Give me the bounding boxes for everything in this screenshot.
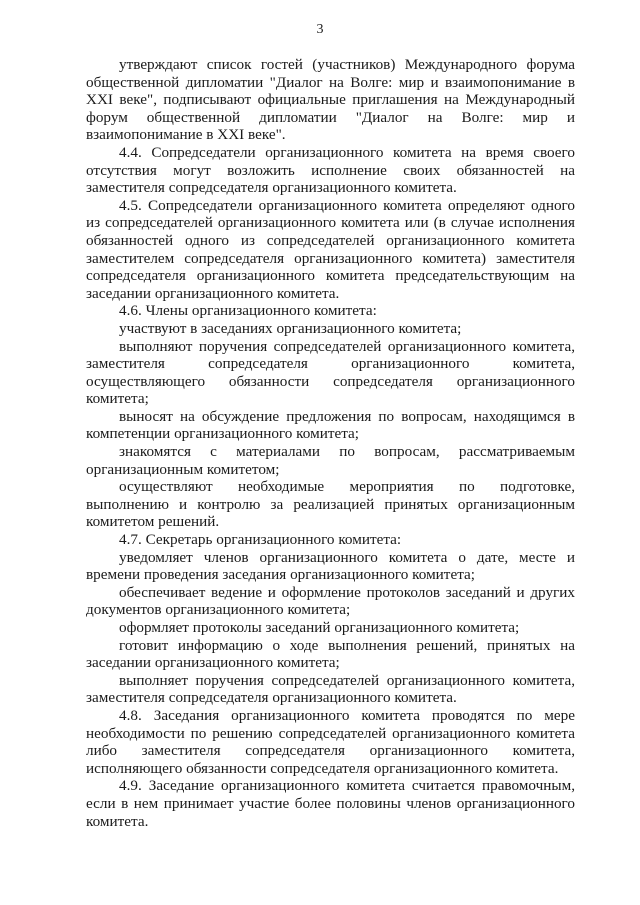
list-item: готовит информацию о ходе выполнения решений, принятых на заседании организационного комитета; xyxy=(86,636,575,672)
paragraph-4-6-heading: 4.6. Члены организационного комитета: xyxy=(119,302,377,320)
paragraph-4-5: 4.5. Сопредседатели организационного комитета определяют одного из сопредседателей организационного комитета или (в случае исполнения обязанностей одного из сопредседателей организационного комитета заместителем сопредседателя организационного комитета) заместителя сопредседателя организационного комитета председательствующим на заседании организационного комитета. xyxy=(86,196,575,302)
paragraph-4-7-heading: 4.7. Секретарь организационного комитета: xyxy=(119,531,402,549)
list-item: выполняют поручения сопредседателей организационного комитета, заместителя сопредседателя организационного комитета, осуществляющего обязанности сопредседателя организационного комитета; xyxy=(86,337,575,408)
paragraph-continuation: утверждают список гостей (участников) Международного форума общественной дипломатии "Диалог на Волге: мир и взаимопонимание в XXI веке", подписывают официальные приглашения на Международный форум общественной дипломатии "Диалог на Волге: мир и взаимопонимание в XXI веке". xyxy=(86,56,575,144)
list-item: выполняет поручения сопредседателей организационного комитета, заместителя сопредседателя организационного комитета. xyxy=(86,671,575,707)
list-item: уведомляет членов организационного комитета о дате, месте и времени проведения заседания организационного комитета; xyxy=(86,548,575,584)
paragraph-4-9: 4.9. Заседание организационного комитета считается правомочным, если в нем принимает участие более половины членов организационного комитета. xyxy=(86,777,575,830)
paragraph-4-4: 4.4. Сопредседатели организационного комитета на время своего отсутствия могут возложить исполнение своих обязанностей на заместителя сопредседателя организационного комитета. xyxy=(86,143,575,197)
list-item: обеспечивает ведение и оформление протоколов заседаний и других документов организационного комитета; xyxy=(86,583,575,619)
list-item: участвуют в заседаниях организационного комитета; xyxy=(119,319,462,337)
list-item: выносят на обсуждение предложения по вопросам, находящимся в компетенции организационного комитета; xyxy=(86,407,575,443)
list-item: оформляет протоколы заседаний организационного комитета; xyxy=(119,619,520,636)
document-body xyxy=(86,56,575,830)
list-item: знакомятся с материалами по вопросам, рассматриваемым организационным комитетом; xyxy=(86,443,575,478)
page-number: 3 xyxy=(316,22,324,37)
list-item: осуществляют необходимые мероприятия по подготовке, выполнению и контролю за реализацией принятых организационным комитетом решений. xyxy=(86,478,575,531)
paragraph-4-8: 4.8. Заседания организационного комитета проводятся по мере необходимости по решению сопредседателей организационного комитета либо заместителя сопредседателя организационного комитета, исполняющего обязанности сопредседателя организационного комитета. xyxy=(86,706,575,777)
